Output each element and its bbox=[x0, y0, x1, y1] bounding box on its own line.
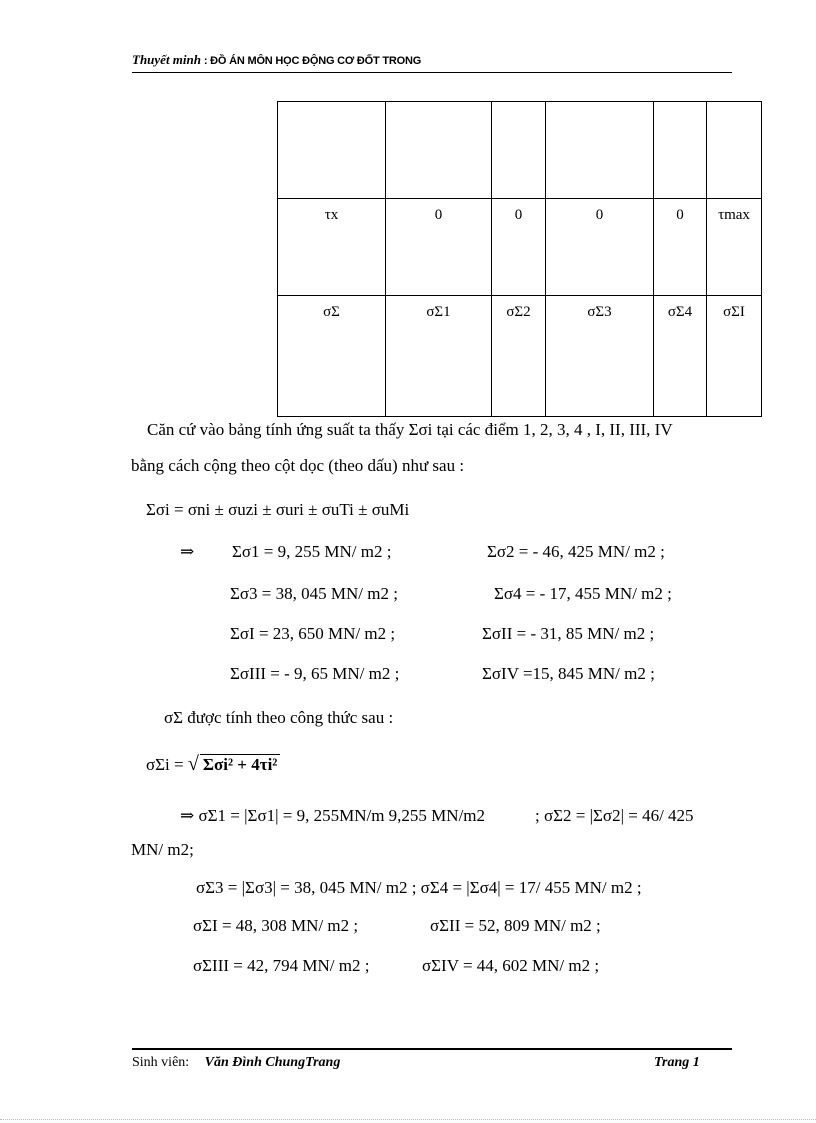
table-cell: σΣ4 bbox=[654, 296, 707, 417]
footer-page-number: Trang 1 bbox=[654, 1055, 700, 1070]
table-cell bbox=[707, 102, 762, 199]
table-row bbox=[278, 199, 762, 296]
table-row bbox=[278, 102, 762, 199]
sum-sigma-1: Σσ1 = 9, 255 MN/ m2 ; bbox=[232, 542, 392, 561]
table-cell: τx bbox=[278, 199, 386, 296]
sum-sigma-I: ΣσI = 23, 650 MN/ m2 ; bbox=[230, 624, 396, 643]
sqrt-expression bbox=[188, 755, 281, 775]
sum-sigma-2: Σσ2 = - 46, 425 MN/ m2 ; bbox=[487, 542, 665, 561]
header-title-italic: Thuyết minh bbox=[132, 52, 201, 67]
table-cell: 0 bbox=[546, 199, 654, 296]
table-cell bbox=[492, 102, 546, 199]
result-line-1b: ; σΣ2 = |Σσ2| = 46/ 425 bbox=[535, 806, 694, 825]
result-line-4a: σΣIII = 42, 794 MN/ m2 ; bbox=[193, 956, 370, 975]
sum-formula: Σσi = σni ± σuzi ± σuri ± σuTi ± σuMi bbox=[146, 500, 410, 519]
formula-radicand: Σσi² + 4τi² bbox=[200, 754, 281, 774]
table-cell: σΣ3 bbox=[546, 296, 654, 417]
formula-lhs: σΣi = bbox=[146, 755, 184, 774]
sum-sigma-III: ΣσIII = - 9, 65 MN/ m2 ; bbox=[230, 664, 400, 683]
result-line-3b: σΣII = 52, 809 MN/ m2 ; bbox=[430, 916, 601, 935]
table-cell: 0 bbox=[386, 199, 492, 296]
result-line-3a: σΣI = 48, 308 MN/ m2 ; bbox=[193, 916, 359, 935]
table-cell bbox=[278, 102, 386, 199]
sum-sigma-II: ΣσII = - 31, 85 MN/ m2 ; bbox=[482, 624, 655, 643]
table-cell bbox=[546, 102, 654, 199]
table-cell: σΣ1 bbox=[386, 296, 492, 417]
header-title-rest: : ĐỒ ÁN MÔN HỌC ĐỘNG CƠ ĐỐT TRONG bbox=[201, 55, 422, 67]
footer-student bbox=[132, 1055, 340, 1071]
paragraph-1-line-1: Căn cứ vào bảng tính ứng suất ta thấy Σσi tại các điểm 1, 2, 3, 4 , I, II, III, IV bbox=[147, 420, 673, 439]
paragraph-1-line-2: bằng cách cộng theo cột dọc (theo dấu) như sau : bbox=[131, 456, 465, 475]
implies-arrow: ⇒ bbox=[180, 542, 195, 561]
result-line-1c: MN/ m2; bbox=[131, 840, 194, 859]
paragraph-2: σΣ được tính theo công thức sau : bbox=[164, 708, 394, 727]
table-row bbox=[278, 296, 762, 417]
header-rule bbox=[132, 72, 732, 73]
result-line-1a: ⇒ σΣ1 = |Σσ1| = 9, 255MN/m 9,255 MN/m2 bbox=[180, 806, 486, 825]
table-cell bbox=[654, 102, 707, 199]
stress-table bbox=[277, 101, 762, 417]
footer-label: Sinh viên: bbox=[132, 1055, 190, 1070]
page-header bbox=[132, 52, 421, 68]
table-cell: σΣI bbox=[707, 296, 762, 417]
table-cell: τmax bbox=[707, 199, 762, 296]
sum-sigma-3: Σσ3 = 38, 045 MN/ m2 ; bbox=[230, 584, 398, 603]
result-line-2: σΣ3 = |Σσ3| = 38, 045 MN/ m2 ; σΣ4 = |Σσ4| = 17/ 455 MN/ m2 ; bbox=[196, 878, 642, 897]
table-cell: 0 bbox=[654, 199, 707, 296]
sum-sigma-IV: ΣσIV =15, 845 MN/ m2 ; bbox=[482, 664, 655, 683]
result-line-4b: σΣIV = 44, 602 MN/ m2 ; bbox=[422, 956, 600, 975]
sigma-sum-formula bbox=[146, 755, 280, 775]
footer-student-name: Văn Đình ChungTrang bbox=[204, 1055, 341, 1070]
table-cell bbox=[386, 102, 492, 199]
sqrt-icon: √ bbox=[187, 753, 199, 775]
table-cell: σΣ2 bbox=[492, 296, 546, 417]
footer-rule bbox=[132, 1048, 732, 1050]
page-bottom-dotted-rule bbox=[0, 1119, 816, 1120]
table-cell: 0 bbox=[492, 199, 546, 296]
table-cell: σΣ bbox=[278, 296, 386, 417]
sum-sigma-4: Σσ4 = - 17, 455 MN/ m2 ; bbox=[494, 584, 672, 603]
